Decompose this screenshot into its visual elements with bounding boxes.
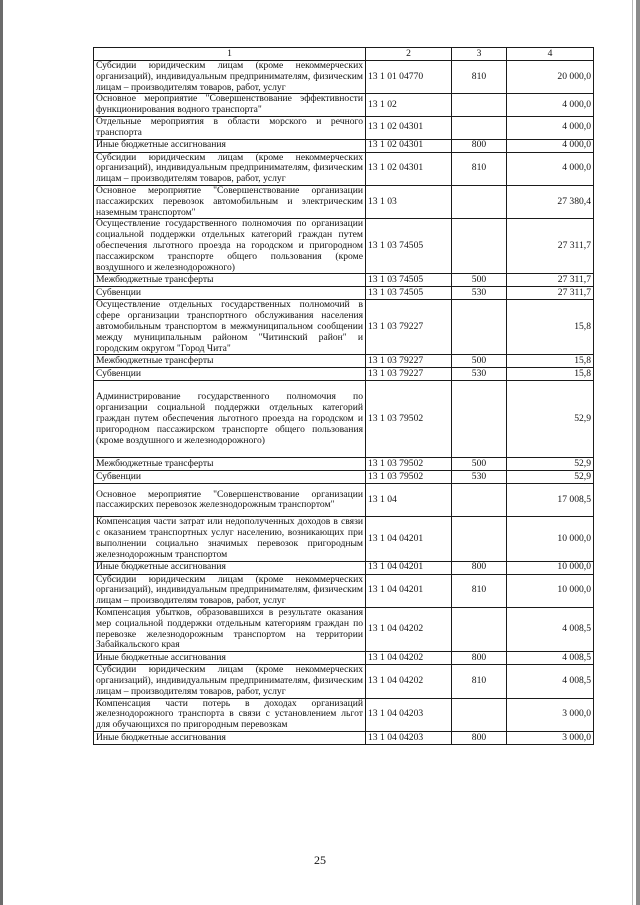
row-code: 13 1 04 04202 <box>366 607 452 651</box>
row-amount: 4 008,5 <box>507 665 594 698</box>
row-type: 810 <box>452 574 507 607</box>
table-row <box>94 607 594 651</box>
table-row <box>94 94 594 117</box>
row-code: 13 1 04 04203 <box>366 698 452 731</box>
row-type <box>452 517 507 561</box>
row-name: Иные бюджетные ассигнования <box>94 731 366 744</box>
table-row <box>94 561 594 574</box>
row-name: Компенсация части потерь в доходах организаций железнодорожного транспорта в связи с установлением льгот для обучающихся по пригородным перевозкам <box>94 698 366 731</box>
table-row <box>94 300 594 355</box>
header-col-2: 2 <box>366 48 452 61</box>
row-code: 13 1 03 79227 <box>366 355 452 368</box>
row-name: Субсидии юридическим лицам (кроме некоммерческих организаций), индивидуальным предпринимателям, физическим лицам – производителям товаров, работ, услуг <box>94 665 366 698</box>
table-row <box>94 731 594 744</box>
row-name: Иные бюджетные ассигнования <box>94 561 366 574</box>
row-type: 530 <box>452 368 507 381</box>
table-row <box>94 287 594 300</box>
row-amount: 10 000,0 <box>507 561 594 574</box>
row-type <box>452 698 507 731</box>
scan-edge-right <box>636 0 640 905</box>
row-type: 810 <box>452 665 507 698</box>
row-code: 13 1 03 79227 <box>366 368 452 381</box>
row-name: Иные бюджетные ассигнования <box>94 652 366 665</box>
row-amount: 4 000,0 <box>507 116 594 139</box>
row-code: 13 1 04 04201 <box>366 574 452 607</box>
row-name: Осуществление государственного полномочия по организации социальной поддержки отдельных категорий граждан путем обеспечения льготного проезда на городском и пригородном пассажирском транспорте общего пользования (кроме воздушного и железнодорожного) <box>94 219 366 274</box>
row-amount: 27 311,7 <box>507 287 594 300</box>
row-amount: 3 000,0 <box>507 698 594 731</box>
row-type: 500 <box>452 274 507 287</box>
row-amount: 15,8 <box>507 368 594 381</box>
row-amount: 52,9 <box>507 458 594 471</box>
row-code: 13 1 04 04202 <box>366 652 452 665</box>
row-code: 13 1 03 <box>366 185 452 218</box>
row-amount: 3 000,0 <box>507 731 594 744</box>
header-col-3: 3 <box>452 48 507 61</box>
row-type: 800 <box>452 139 507 152</box>
row-amount: 20 000,0 <box>507 61 594 94</box>
budget-table <box>93 47 594 745</box>
scan-edge-left <box>0 0 3 905</box>
row-amount: 10 000,0 <box>507 517 594 561</box>
row-amount: 17 008,5 <box>507 484 594 517</box>
row-amount: 15,8 <box>507 355 594 368</box>
header-row <box>94 48 594 61</box>
scan-edge-line <box>632 0 633 905</box>
row-code: 13 1 04 04203 <box>366 731 452 744</box>
row-name: Администрирование государственного полномочия по организации социальной поддержки отдельных категорий граждан путем обеспечения льготного проезда на городском и пригородном пассажирском транспорте общего пользования (кроме воздушного и железнодорожного) <box>94 381 366 458</box>
row-code: 13 1 02 04301 <box>366 139 452 152</box>
row-name: Основное мероприятие "Совершенствование организации пассажирских перевозок железнодорожным транспортом" <box>94 484 366 517</box>
row-name: Компенсация части затрат или недополученных доходов в связи с оказанием транспортных услуг населению, возникающих при выполнении социально значимых перевозок пригородным железнодорожным транспортом <box>94 517 366 561</box>
row-type <box>452 219 507 274</box>
table-row <box>94 574 594 607</box>
header-col-4: 4 <box>507 48 594 61</box>
row-type: 800 <box>452 652 507 665</box>
row-amount: 4 000,0 <box>507 139 594 152</box>
row-name: Иные бюджетные ассигнования <box>94 139 366 152</box>
row-name: Субсидии юридическим лицам (кроме некоммерческих организаций), индивидуальным предпринимателям, физическим лицам – производителям товаров, работ, услуг <box>94 61 366 94</box>
row-amount: 4 008,5 <box>507 607 594 651</box>
table-row <box>94 698 594 731</box>
row-type <box>452 300 507 355</box>
row-code: 13 1 03 79227 <box>366 300 452 355</box>
table-row <box>94 219 594 274</box>
page-number: 25 <box>314 853 326 867</box>
table-row <box>94 139 594 152</box>
row-code: 13 1 02 04301 <box>366 152 452 185</box>
row-name: Межбюджетные трансферты <box>94 355 366 368</box>
row-name: Субвенции <box>94 368 366 381</box>
row-type <box>452 607 507 651</box>
row-name: Основное мероприятие "Совершенствование эффективности функционирования водного транспорта" <box>94 94 366 117</box>
header-col-1: 1 <box>94 48 366 61</box>
table-row <box>94 381 594 458</box>
row-name: Основное мероприятие "Совершенствование организации пассажирских перевозок автомобильным и электрическим наземным транспортом" <box>94 185 366 218</box>
row-name: Субвенции <box>94 287 366 300</box>
table-row <box>94 484 594 517</box>
row-type <box>452 116 507 139</box>
row-code: 13 1 03 79502 <box>366 381 452 458</box>
row-code: 13 1 03 79502 <box>366 458 452 471</box>
row-code: 13 1 03 79502 <box>366 471 452 484</box>
table-row <box>94 152 594 185</box>
row-type: 800 <box>452 561 507 574</box>
row-amount: 4 000,0 <box>507 152 594 185</box>
row-amount: 4 008,5 <box>507 652 594 665</box>
row-name: Отдельные мероприятия в области морского и речного транспорта <box>94 116 366 139</box>
row-name: Межбюджетные трансферты <box>94 274 366 287</box>
table-row <box>94 652 594 665</box>
row-code: 13 1 01 04770 <box>366 61 452 94</box>
table-row <box>94 517 594 561</box>
row-type <box>452 185 507 218</box>
row-amount: 27 380,4 <box>507 185 594 218</box>
row-type: 810 <box>452 61 507 94</box>
row-type: 530 <box>452 471 507 484</box>
row-name: Компенсация убытков, образовавшихся в результате оказания мер социальной поддержки отдельным категориям граждан по перевозке железнодорожным транспортом на территории Забайкальского края <box>94 607 366 651</box>
row-type <box>452 94 507 117</box>
row-code: 13 1 03 74505 <box>366 219 452 274</box>
table-row <box>94 116 594 139</box>
row-name: Осуществление отдельных государственных полномочий в сфере организации транспортного обслуживания населения автомобильным транспортом в межмуниципальном сообщении между муниципальным районом "Читинский район" и городским округом "Город Чита" <box>94 300 366 355</box>
row-amount: 10 000,0 <box>507 574 594 607</box>
row-code: 13 1 04 <box>366 484 452 517</box>
row-type <box>452 381 507 458</box>
table-row <box>94 61 594 94</box>
row-amount: 4 000,0 <box>507 94 594 117</box>
row-type: 500 <box>452 458 507 471</box>
row-name: Межбюджетные трансферты <box>94 458 366 471</box>
row-amount: 52,9 <box>507 471 594 484</box>
table-row <box>94 355 594 368</box>
row-name: Субсидии юридическим лицам (кроме некоммерческих организаций), индивидуальным предпринимателям, физическим лицам – производителям товаров, работ, услуг <box>94 574 366 607</box>
row-type: 810 <box>452 152 507 185</box>
row-type <box>452 484 507 517</box>
row-amount: 15,8 <box>507 300 594 355</box>
table-row <box>94 368 594 381</box>
row-code: 13 1 04 04201 <box>366 517 452 561</box>
row-amount: 27 311,7 <box>507 219 594 274</box>
table-row <box>94 665 594 698</box>
row-code: 13 1 04 04201 <box>366 561 452 574</box>
row-code: 13 1 03 74505 <box>366 274 452 287</box>
row-amount: 52,9 <box>507 381 594 458</box>
row-name: Субсидии юридическим лицам (кроме некоммерческих организаций), индивидуальным предпринимателям, физическим лицам – производителям товаров, работ, услуг <box>94 152 366 185</box>
row-type: 530 <box>452 287 507 300</box>
row-name: Субвенции <box>94 471 366 484</box>
row-code: 13 1 02 <box>366 94 452 117</box>
row-code: 13 1 03 74505 <box>366 287 452 300</box>
row-amount: 27 311,7 <box>507 274 594 287</box>
table-row <box>94 471 594 484</box>
row-type: 800 <box>452 731 507 744</box>
table-row <box>94 274 594 287</box>
row-code: 13 1 04 04202 <box>366 665 452 698</box>
table-row <box>94 458 594 471</box>
row-code: 13 1 02 04301 <box>366 116 452 139</box>
row-type: 500 <box>452 355 507 368</box>
table-row <box>94 185 594 218</box>
